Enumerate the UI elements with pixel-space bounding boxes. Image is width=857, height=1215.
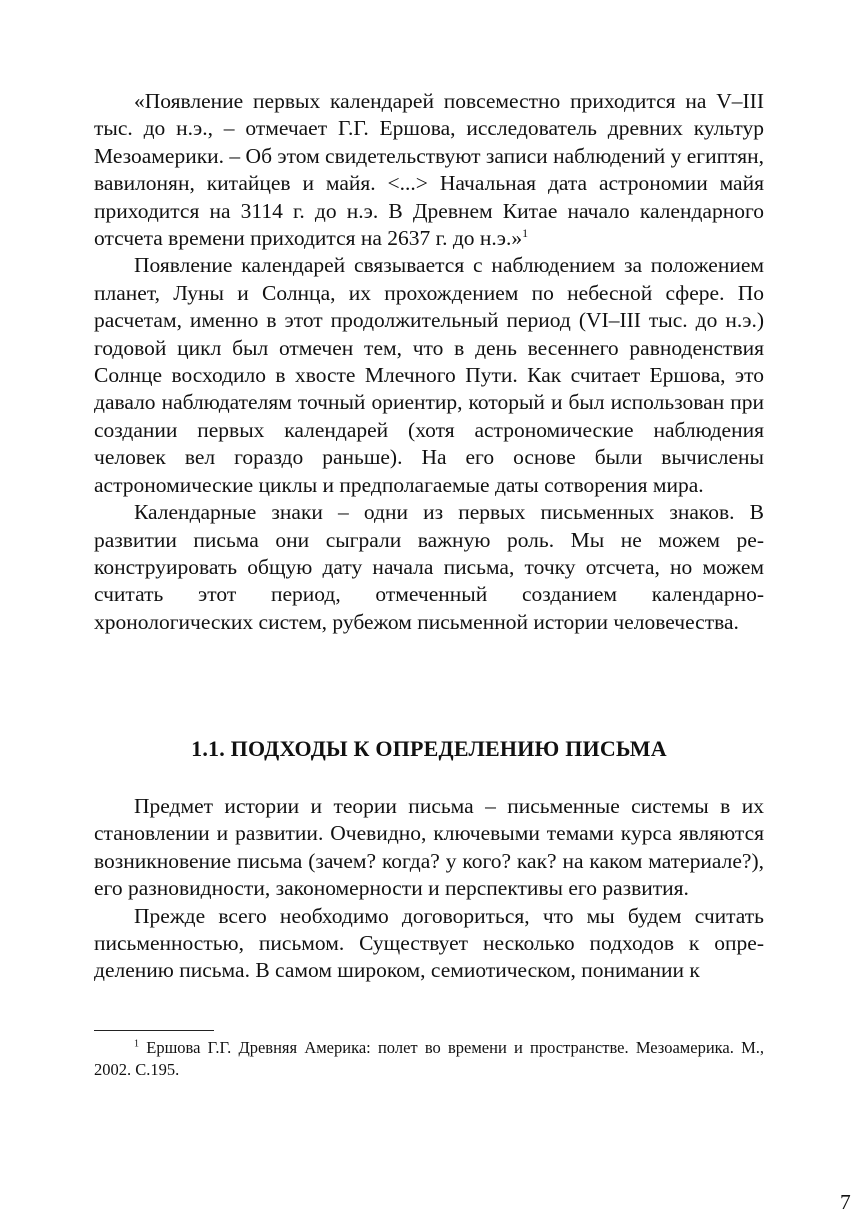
body-text-top bbox=[94, 88, 764, 636]
paragraph-calendar-signs: Календарные знаки – одни из первых письменных знаков. В развитии письма они сыграли важную роль. Мы не можем реконструировать общую дату начала письма, точку отсчета, но можем считать этот период, отмеченный созданием календарно-хронологических систем, рубежом письменной истории человечества. bbox=[94, 500, 764, 634]
paragraph-definition: Прежде всего необходимо договориться, что мы будем считать письменностью, письмом. Существует несколько подходов к определению письма. В самом широком, семиотическом, понимании к bbox=[94, 903, 764, 983]
paragraph-calendars: Появление календарей связывается с наблюдением за положением планет, Луны и Солнца, их прохождением по небесной сфере. По расчетам, именно в этот продолжительный период (VI–III тыс. до н.э.) годовой цикл был отмечен тем, что в день весеннего равноденствия Солнце восходило в хвосте Млечного Пути. Как считает Ершова, это давало наблюдателям точный ориентир, который и был использован при создании первых календарей (хотя астрономические наблюдения человек вел гораздо раньше). На его основе были вычислены астрономические циклы и предполагаемые даты сотворения мира. bbox=[94, 253, 764, 497]
footnote bbox=[94, 1037, 764, 1081]
footnote-text: Ершова Г.Г. Древняя Америка: полет во времени и пространстве. Мезоамерика. М., 2002. С.195. bbox=[94, 1038, 765, 1079]
section-heading-wrap bbox=[94, 736, 764, 762]
body-text-bottom bbox=[94, 793, 764, 985]
page-number: 7 bbox=[840, 1190, 851, 1214]
footnote-number: 1 bbox=[134, 1038, 139, 1050]
footnote-divider bbox=[94, 1030, 214, 1031]
paragraph-quote: «Появление первых календарей повсеместно приходится на V–III тыс. до н.э., – отмечает Г.Г. Ершова, исследователь древних культур Мезоамерики. – Об этом свидетельствуют записи наблюдений у египтян, вавилонян, китайцев и майя. <...> Начальная дата астрономии майя приходится на 3114 г. до н.э. В Древнем Китае начало календарного отсчета времени приходится на 2637 г. до н.э.»$^1$ bbox=[94, 89, 764, 251]
paragraph-subject: Предмет истории и теории письма – письменные системы в их становлении и развитии. Очевидно, ключевыми темами курса являются возникновение письма (зачем? когда? у кого? как? на каком материале?), его разновидности, закономерности и перспективы его развития. bbox=[94, 794, 764, 901]
section-heading: 1.1. ПОДХОДЫ К ОПРЕДЕЛЕНИЮ ПИСЬМА bbox=[191, 736, 667, 761]
footnote-reference: 1 bbox=[522, 225, 529, 240]
